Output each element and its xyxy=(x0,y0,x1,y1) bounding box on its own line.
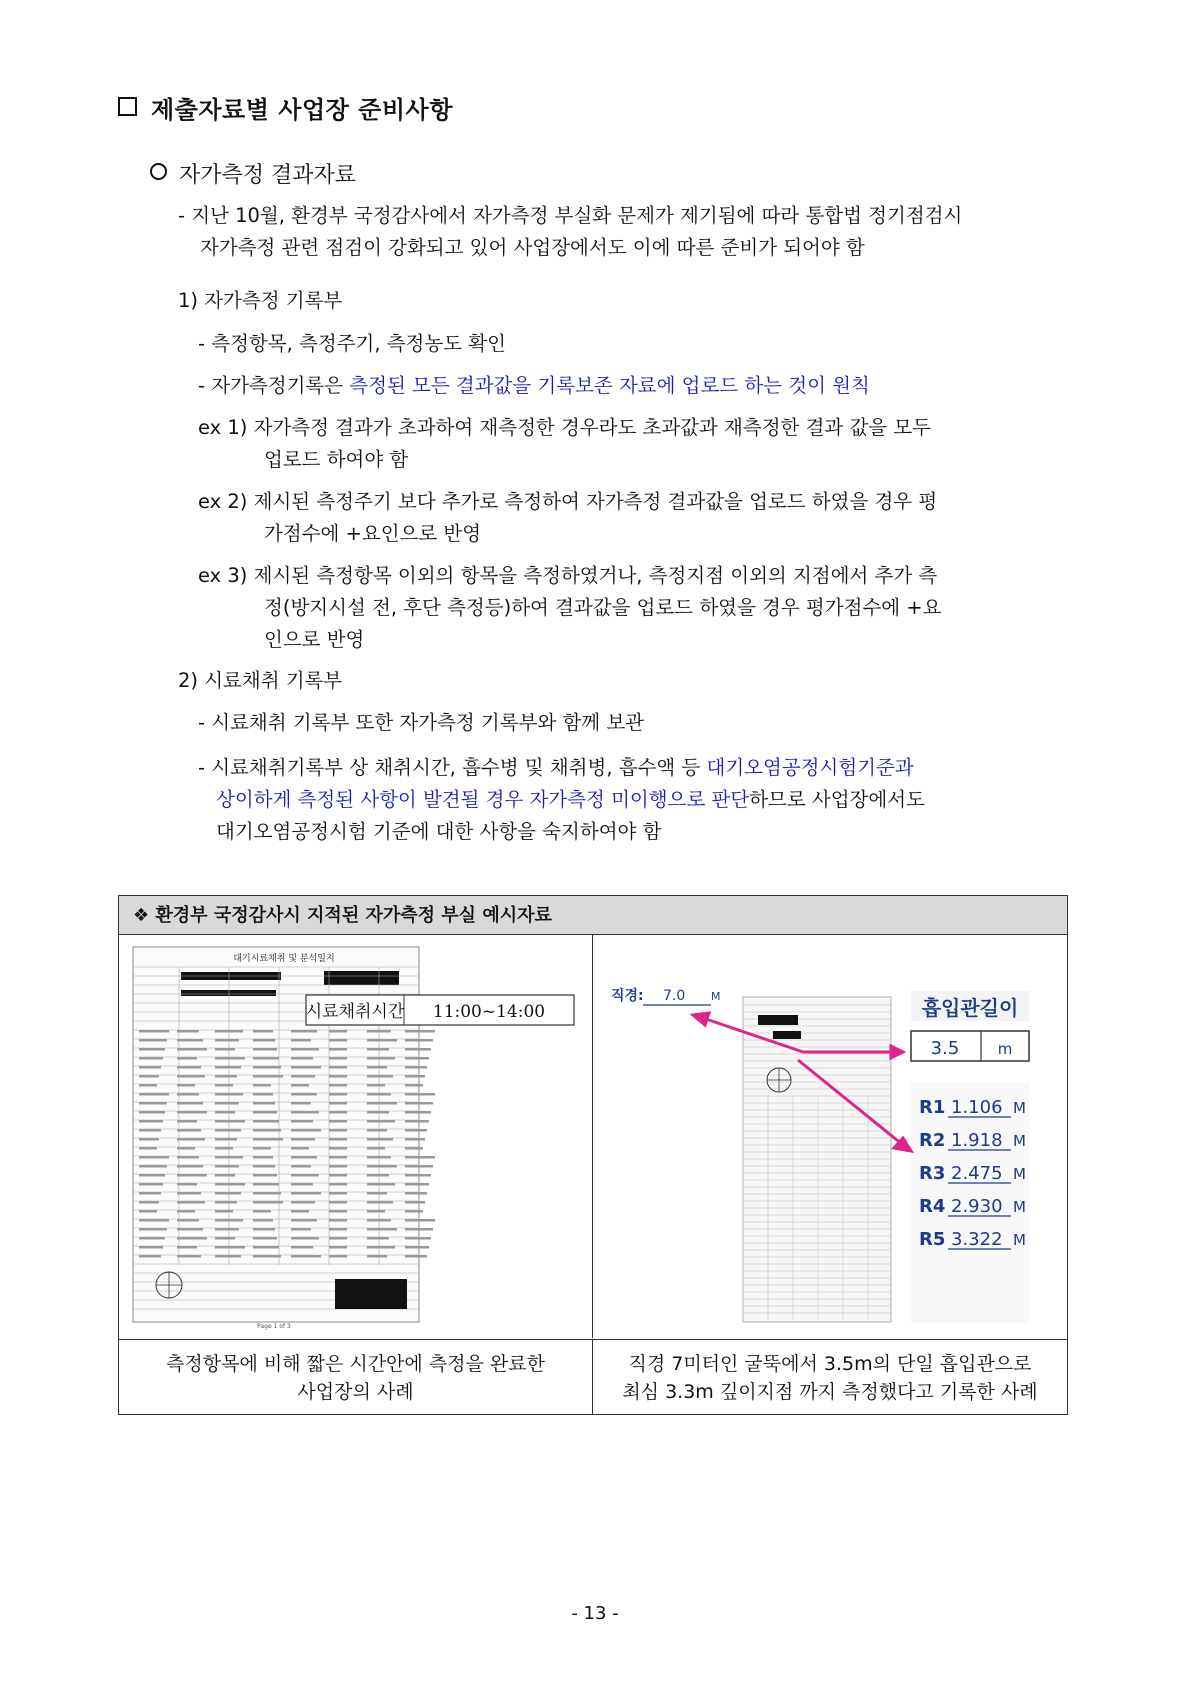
r-value: 2.930 xyxy=(951,1196,1003,1217)
example-table xyxy=(118,895,1068,1415)
r-label: R1 xyxy=(919,1097,946,1118)
form-title: 대기시료채취 및 분석일지 xyxy=(233,954,335,964)
callout-label: 시료채취시간 xyxy=(305,1002,405,1022)
r-unit: M xyxy=(1013,1165,1026,1183)
caption-right: 직경 7미터인 굴뚝에서 3.5m의 단일 흡입관으로 최심 3.3m 깊이지점 까지 측정했다고 기록한 사례 xyxy=(593,1339,1067,1415)
r-label: R4 xyxy=(919,1196,946,1217)
checkbox-square-icon xyxy=(118,97,137,116)
r-label: R2 xyxy=(919,1130,946,1151)
svg-text:Page 1 of 3: Page 1 of 3 xyxy=(257,1323,291,1330)
circle-bullet-icon xyxy=(150,163,167,180)
example-image-sampling-log xyxy=(119,935,593,1338)
item2-bullet2: - 시료채취기록부 상 채취시간, 흡수병 및 채취병, 흡수액 등 대기오염공정시험기준과 상이하게 측정된 사항이 발견될 경우 자가측정 미이행으로 판단하므로 사업장에서도 대기오염공정시험 기준에 대한 사항을 숙지하여야 함 xyxy=(198,756,925,843)
r-unit: M xyxy=(1013,1099,1026,1117)
diameter-value: 7.0 xyxy=(663,988,686,1004)
example-image-stack-measure xyxy=(593,935,1067,1338)
item1-bullet2: - 자가측정기록은 측정된 모든 결과값을 기록보존 자료에 업로드 하는 것이 원칙 xyxy=(198,374,870,397)
intro-paragraph: - 지난 10월, 환경부 국정감사에서 자가측정 부실화 문제가 제기됨에 따라 통합법 정기점검시 자가측정 관련 점검이 강화되고 있어 사업장에서도 이에 따른 준비가 되어야 함 xyxy=(178,204,963,259)
item2-bullet1: - 시료채취 기록부 또한 자가측정 기록부와 함께 보관 xyxy=(198,711,645,734)
section-title: 제출자료별 사업장 준비사항 xyxy=(118,90,453,125)
item1-example1: ex 1) 자가측정 결과가 초과하여 재측정한 경우라도 초과값과 재측정한 결과 값을 모두 업로드 하여야 함 xyxy=(198,416,932,471)
r-unit: M xyxy=(1013,1231,1026,1249)
r-label: R5 xyxy=(919,1229,946,1250)
subsection-title: 자가측정 결과자료 xyxy=(150,158,356,189)
diameter-label: 직경: xyxy=(611,988,644,1004)
r-value: 1.918 xyxy=(951,1130,1003,1151)
item2-title: 2) 시료채취 기록부 xyxy=(178,669,343,692)
svg-text:m: m xyxy=(997,1040,1013,1058)
callout-value: 11:00~14:00 xyxy=(432,1002,546,1022)
item1-bullet1: - 측정항목, 측정주기, 측정농도 확인 xyxy=(198,332,506,355)
r-value: 2.475 xyxy=(951,1163,1003,1184)
item1-example2: ex 2) 제시된 측정주기 보다 추가로 측정하여 자가측정 결과값을 업로드 하였을 경우 평 가점수에 +요인으로 반영 xyxy=(198,490,938,545)
sampling-log-image xyxy=(119,935,593,1338)
r-value: 3.322 xyxy=(951,1229,1003,1250)
inlet-label: 흡입관길이 xyxy=(921,996,1019,1020)
table-header: ❖ 환경부 국정감사시 지적된 자가측정 부실 예시자료 xyxy=(119,896,1067,935)
svg-text:M: M xyxy=(711,990,721,1003)
stack-measure-image xyxy=(593,935,1067,1338)
item1-title: 1) 자가측정 기록부 xyxy=(178,289,343,312)
r-unit: M xyxy=(1013,1198,1026,1216)
caption-left: 측정항목에 비해 짧은 시간안에 측정을 완료한 사업장의 사례 xyxy=(119,1339,593,1415)
r-value: 1.106 xyxy=(951,1097,1003,1118)
item1-example3: ex 3) 제시된 측정항목 이외의 항목을 측정하였거나, 측정지점 이외의 지점에서 추가 측 정(방지시설 전, 후단 측정등)하여 결과값을 업로드 하였을 경우 평가점수에 +요 인으로 반영 xyxy=(198,564,942,651)
page-number: - 13 - xyxy=(571,1603,619,1624)
inlet-value: 3.5 xyxy=(930,1038,960,1059)
r-unit: M xyxy=(1013,1132,1026,1150)
r-label: R3 xyxy=(919,1163,946,1184)
